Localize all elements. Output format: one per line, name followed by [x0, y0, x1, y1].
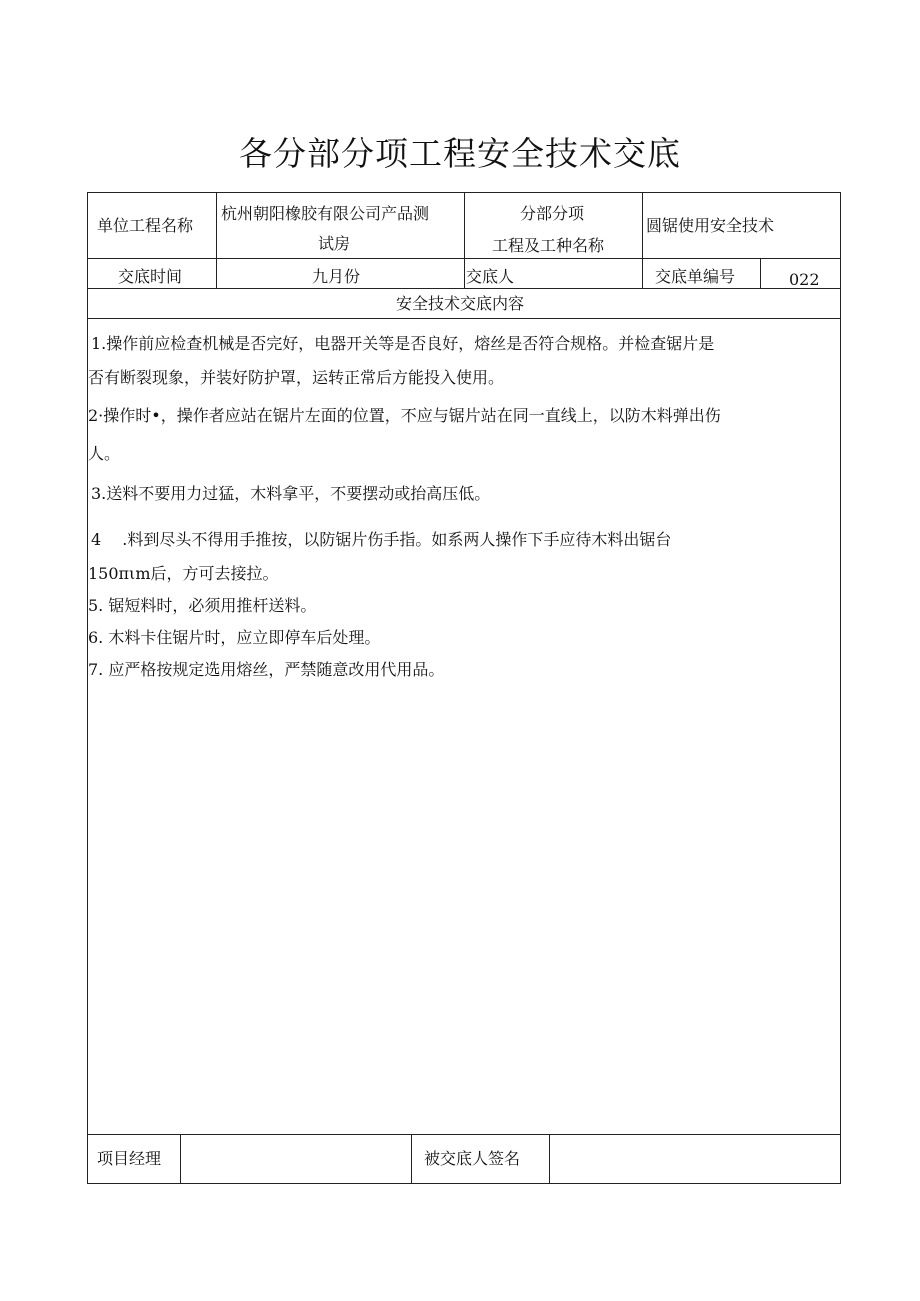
col-divider — [549, 1134, 550, 1184]
col-divider — [411, 1134, 412, 1184]
subitem-label-line2: 工程及工种名称 — [492, 236, 605, 255]
content-line: 否有断裂现象，并装好防护罩，运转正常后方能投入使用。 — [88, 368, 505, 387]
content-line: 7. 应严格按规定选用熔丝，严禁随意改用代用品。 — [88, 660, 445, 679]
col-divider — [216, 192, 217, 288]
project-manager-label: 项目经理 — [97, 1149, 162, 1168]
row-divider — [87, 1134, 841, 1135]
content-line: 4 .料到尽头不得用手推按，以防锯片伤手指。如系两人操作下手应待木料出锯台 — [91, 530, 672, 549]
col-divider — [642, 192, 643, 288]
page-title: 各分部分项工程安全技术交底 — [239, 134, 681, 173]
unit-name-label: 单位工程名称 — [97, 216, 194, 235]
col-divider — [464, 192, 465, 288]
form-number-label: 交底单编号 — [655, 267, 736, 286]
disclosure-time-value: 九月份 — [312, 267, 361, 286]
content-title: 安全技术交底内容 — [395, 294, 524, 313]
content-line: 6. 木料卡住锯片时，应立即停车后处理。 — [88, 628, 381, 647]
signee-label: 被交底人签名 — [424, 1149, 521, 1168]
content-line: 5. 锯短料时，必须用推杆送料。 — [88, 596, 317, 615]
unit-name-value-line2: 试房 — [318, 234, 351, 253]
unit-name-value-line1: 杭州朝阳橡胶有限公司产品测 — [221, 204, 430, 223]
content-line: 2·操作时•，操作者应站在锯片左面的位置，不应与锯片站在同一直线上，以防木料弹出伤 — [88, 406, 721, 425]
content-line: 150πιm后，方可去接拉。 — [88, 564, 279, 583]
col-divider — [760, 258, 761, 288]
col-divider — [180, 1134, 181, 1184]
subitem-label-line1: 分部分项 — [520, 204, 585, 223]
content-line: 3.送料不要用力过猛，木料拿平，不要摆动或抬高压低。 — [91, 484, 491, 503]
discloser-label: 交底人 — [466, 267, 515, 286]
row-divider — [87, 288, 841, 289]
content-line: 1.操作前应检查机械是否完好，电器开关等是否良好，熔丝是否符合规格。并检查锯片是 — [91, 334, 715, 353]
row-divider — [87, 318, 841, 319]
form-number-value: 022 — [789, 270, 820, 289]
disclosure-time-label: 交底时间 — [118, 267, 183, 286]
content-line: 人。 — [88, 444, 121, 463]
subitem-value: 圆锯使用安全技术 — [646, 216, 775, 235]
